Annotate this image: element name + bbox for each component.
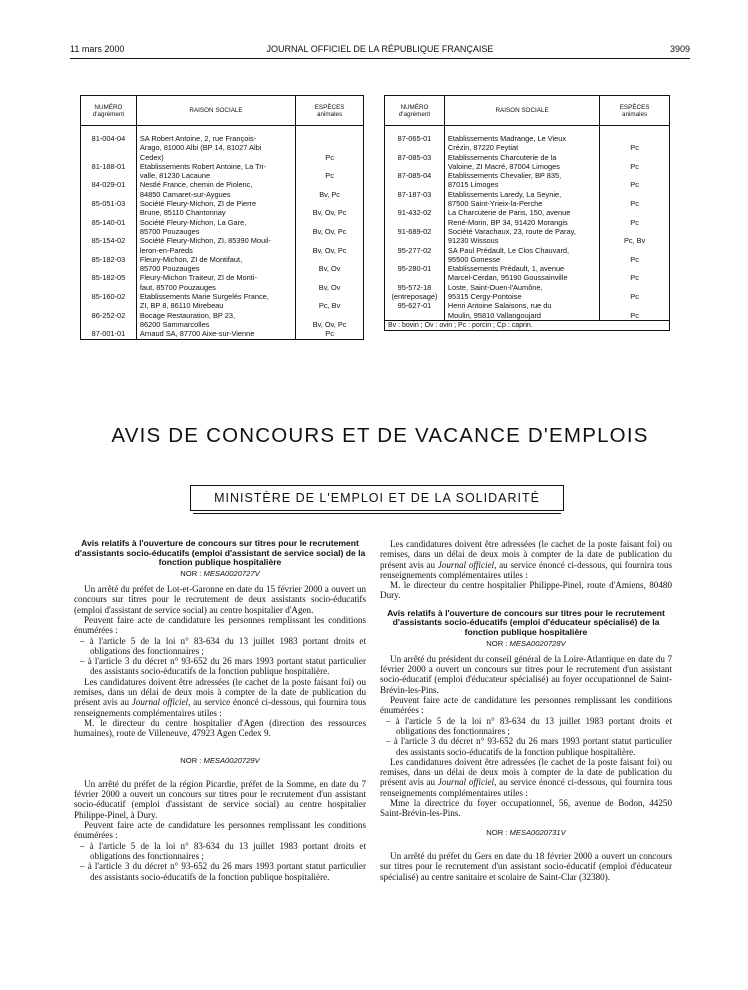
table-row xyxy=(81,180,364,199)
approval-number: 95-280-01 xyxy=(385,264,445,283)
species-legend: Bv : bovin ; Ov : ovin ; Pc : porcin ; Cp : caprin. xyxy=(385,320,670,330)
nor-reference: NOR : MESA0020727V xyxy=(180,568,260,578)
species: Bv, Ov, Pc xyxy=(296,236,364,255)
table-row xyxy=(81,311,364,330)
journal-title: JOURNAL OFFICIEL DE LA RÉPUBLIQUE FRANÇAISE xyxy=(266,44,494,54)
paragraph: Peuvent faire acte de candidature les personnes remplissant les conditions énumérées : xyxy=(74,614,366,636)
company-name: Société Varachaux, 23, route de Paray, 91230 Wissous xyxy=(444,227,599,246)
paragraph: Peuvent faire acte de candidature les personnes remplissant les conditions énumérées : xyxy=(74,820,366,841)
table-row xyxy=(81,199,364,218)
company-name: Nestlé France, chemin de Piolenc, 84850 Camaret-sur-Aygues xyxy=(136,180,295,199)
approval-number: 87-085-03 xyxy=(385,153,445,172)
approval-number: 85-182-03 xyxy=(81,255,137,274)
col-especes: ESPÈCES animales xyxy=(600,96,670,126)
company-name: Bocage Restauration, BP 23, 86200 Sammarcolles xyxy=(136,311,295,330)
table-row xyxy=(385,134,670,153)
company-name: Société Fleury-Michon, La Gare, 85700 Pouzauges xyxy=(136,218,295,237)
approval-number: 91-689-02 xyxy=(385,227,445,246)
company-name: Henri Antoine Salaisons, rue du Moulin, 95810 Vallangoujard xyxy=(444,301,599,320)
issue-date: 11 mars 2000 xyxy=(70,44,125,54)
approval-table-right xyxy=(384,95,670,331)
table-row xyxy=(81,218,364,237)
species: Pc xyxy=(600,190,670,209)
approval-table-left xyxy=(80,95,364,340)
list-item: – à l'article 5 de la loi n° 83-634 du 13 juillet 1983 portant droits et obligations des fonctionnaires ; xyxy=(74,841,366,862)
approval-number: 81-188-01 xyxy=(81,162,137,181)
species: Pc xyxy=(600,283,670,302)
col-numero: NUMÉRO d'agrément xyxy=(385,96,445,126)
paragraph: M. le directeur du centre hospitalier Philippe-Pinel, route d'Amiens, 80480 Dury. xyxy=(380,580,672,601)
species: Pc xyxy=(296,134,364,162)
species: Bv, Ov, Pc xyxy=(296,199,364,218)
table-row xyxy=(81,273,364,292)
company-name: Etablissements Madrange, Le Vieux Crézin, 87220 Feytiat xyxy=(444,134,599,153)
company-name: Etablissements Laredy, La Seynie, 87500 Saint-Yrieix-la-Perche xyxy=(444,190,599,209)
approval-number: 91-432-02 xyxy=(385,208,445,227)
species: Pc xyxy=(600,171,670,190)
species: Pc, Bv xyxy=(600,227,670,246)
list-item: – à l'article 3 du décret n° 93-652 du 26 mars 1993 portant statut particulier des assistants socio-éducatifs de la fonction publique hospitalière. xyxy=(74,861,366,882)
table-row xyxy=(385,246,670,265)
col-raison: RAISON SOCIALE xyxy=(444,96,599,126)
table-row xyxy=(385,227,670,246)
col-especes: ESPÈCES animales xyxy=(296,96,364,126)
approval-number: 85-140-01 xyxy=(81,218,137,237)
notice-heading: Avis relatifs à l'ouverture de concours sur titres pour le recrutement d'assistants socio-éducatifs (emploi d'éducateur spécialisé) de la fonction publique hospitalière xyxy=(387,607,665,637)
company-name: SA Robert Antoine, 2, rue François- Arago, 81000 Albi (BP 14, 81027 Albi Cedex) xyxy=(136,134,295,162)
approval-number: 85-154-02 xyxy=(81,236,137,255)
table-row xyxy=(385,190,670,209)
species: Pc xyxy=(296,329,364,339)
company-name: SA Paul Prédault, Le Clos Chauvard, 95500 Gonesse xyxy=(444,246,599,265)
company-name: Etablissements Charcuterie de la Valoine, ZI Macré, 87004 Limoges xyxy=(444,153,599,172)
paragraph: Un arrêté du préfet du Gers en date du 18 février 2000 a ouvert un concours sur titres pour le recrutement d'un assistant socio-éducatif (emploi d'éducateur spécialisé) au centre sanitaire et scolaire de Saint-Clar (32380). xyxy=(380,850,672,882)
table-header xyxy=(81,96,364,126)
conditions-list xyxy=(74,636,366,677)
company-name: Société Fleury-Michon, ZI de Pierre Brune, 85110 Chantonnay xyxy=(136,199,295,218)
list-item: – à l'article 3 du décret n° 93-652 du 26 mars 1993 portant statut particulier des assistants socio-éducatifs de la fonction publique hospitalière. xyxy=(74,656,366,677)
approval-number: 87-065-01 xyxy=(385,134,445,153)
nor-reference: NOR : MESA0020728V xyxy=(486,638,566,648)
paragraph: Un arrêté du préfet de la région Picardie, préfet de la Somme, en date du 7 février 2000 a ouvert un concours sur titres pour le recrutement d'un assistant socio-éducatif (emploi d'assistant de service social) au centre hospitalier Philippe-Pinel, à Dury. xyxy=(74,778,366,820)
company-name: Fleury-Michon Traiteur, ZI de Monti- faut, 85700 Pouzauges xyxy=(136,273,295,292)
approval-number: 87-187-03 xyxy=(385,190,445,209)
paragraph: Mme la directrice du foyer occupationnel, 56, avenue de Bodon, 44250 Saint-Brévin-les-Pins. xyxy=(380,798,672,819)
table-row xyxy=(81,292,364,311)
table-row xyxy=(385,153,670,172)
approval-number: 85-051-03 xyxy=(81,199,137,218)
table-row xyxy=(81,236,364,255)
species: Pc xyxy=(600,264,670,283)
paragraph: Un arrêté du président du conseil général de la Loire-Atlantique en date du 7 février 2000 a ouvert un concours sur titres pour le recrutement d'un assistant socio-éducatif (emploi d'éducateur spécialisé) au foyer occupationnel de Saint-Brévin-les-Pins. xyxy=(380,653,672,695)
approval-number: 95-627-01 xyxy=(385,301,445,320)
approval-number: 87-085-04 xyxy=(385,171,445,190)
company-name: Loste, Saint-Ouen-l'Aumône, 95315 Cergy-Pontoise xyxy=(444,283,599,302)
species: Pc xyxy=(600,301,670,320)
species: Pc xyxy=(600,153,670,172)
col-raison: RAISON SOCIALE xyxy=(136,96,295,126)
approval-number: 95-277-02 xyxy=(385,246,445,265)
ministry-box: MINISTÈRE DE L'EMPLOI ET DE LA SOLIDARITÉ xyxy=(190,485,564,511)
conditions-list xyxy=(74,841,366,882)
company-name: Etablissements Robert Antoine, La Tri- valle, 81230 Lacaune xyxy=(136,162,295,181)
approval-number: 85-182-05 xyxy=(81,273,137,292)
company-name: Etablissements Chevalier, BP 835, 87015 Limoges xyxy=(444,171,599,190)
species: Bv, Ov xyxy=(296,255,364,274)
table-row xyxy=(81,329,364,339)
nor-reference: NOR : MESA0020729V xyxy=(180,755,260,765)
paragraph: Un arrêté du préfet de Lot-et-Garonne en date du 15 février 2000 a ouvert un concours sur titres pour le recrutement de deux assistants socio-éducatifs (emploi d'assistant de service social) au centre hospitalier d'Agen. xyxy=(74,584,366,615)
company-name: La Charcuterie de Paris, 150, avenue René-Morin, BP 34, 91420 Morangis xyxy=(444,208,599,227)
paragraph: Peuvent faire acte de candidature les personnes remplissant les conditions énumérées : xyxy=(380,695,672,716)
paragraph: Les candidatures doivent être adressées (le cachet de la poste faisant foi) ou remises, dans un délai de deux mois à compter de la date de publication du présent avis au Journal officiel, au service énoncé ci-dessous, qui fournira tous renseignements complémentaires utiles : xyxy=(380,756,672,798)
species: Pc xyxy=(296,162,364,181)
approval-number: 86-252-02 xyxy=(81,311,137,330)
company-name: Fleury-Michon, ZI de Montifaut, 85700 Pouzauges xyxy=(136,255,295,274)
col-numero: NUMÉRO d'agrément xyxy=(81,96,137,126)
table-row xyxy=(81,134,364,162)
species: Bv, Pc xyxy=(296,180,364,199)
table-row xyxy=(81,255,364,274)
list-item: – à l'article 3 du décret n° 93-652 du 26 mars 1993 portant statut particulier des assistants socio-éducatifs de la fonction publique hospitalière. xyxy=(380,736,672,757)
conditions-list xyxy=(380,716,672,757)
approval-number: 87-001-01 xyxy=(81,329,137,339)
paragraph: Les candidatures doivent être adressées (le cachet de la poste faisant foi) ou remises, dans un délai de deux mois à compter de la date de publication du présent avis au Journal officiel, au service énoncé ci-dessous, qui fournira tous renseignements complémentaires utiles : xyxy=(380,539,672,580)
species: Pc xyxy=(600,246,670,265)
company-name: Etablissements Prédault, 1, avenue Marcel-Cerdan, 95190 Goussainville xyxy=(444,264,599,283)
list-item: – à l'article 5 de la loi n° 83-634 du 13 juillet 1983 portant droits et obligations des fonctionnaires ; xyxy=(380,716,672,737)
nor-reference: NOR : MESA0020731V xyxy=(486,827,566,837)
table-row xyxy=(385,208,670,227)
table-row xyxy=(81,162,364,181)
paragraph: Les candidatures doivent être adressées (le cachet de la poste faisant foi) ou remises, dans un délai de deux mois à compter de la date de publication du présent avis au Journal officiel, au service énoncé ci-dessous, qui fournira tous renseignements complémentaires utiles : xyxy=(74,676,366,718)
table-header xyxy=(385,96,670,126)
approval-number: 84-029-01 xyxy=(81,180,137,199)
approval-number: 95-572-18 (entreposage) xyxy=(385,283,445,302)
company-name: Arnaud SA, 87700 Aixe-sur-Vienne xyxy=(136,329,295,339)
table-row xyxy=(385,264,670,283)
species: Bv, Ov, Pc xyxy=(296,311,364,330)
company-name: Etablissements Marie Surgelés France, ZI, BP 8, 86110 Mirebeau xyxy=(136,292,295,311)
species: Pc xyxy=(600,134,670,153)
list-item: – à l'article 5 de la loi n° 83-634 du 13 juillet 1983 portant droits et obligations des fonctionnaires ; xyxy=(74,636,366,657)
table-row xyxy=(385,283,670,302)
species: Pc, Bv xyxy=(296,292,364,311)
right-column xyxy=(380,539,672,882)
section-title: AVIS DE CONCOURS ET DE VACANCE D'EMPLOIS xyxy=(111,424,649,447)
approval-number: 85-160-02 xyxy=(81,292,137,311)
table-row xyxy=(385,171,670,190)
species: Bv, Ov xyxy=(296,273,364,292)
page-header xyxy=(70,44,690,58)
left-column xyxy=(74,539,366,882)
header-rule xyxy=(70,58,690,59)
page-number: 3909 xyxy=(669,44,690,54)
paragraph: M. le directeur du centre hospitalier d'Agen (direction des ressources humaines), route de Villeneuve, 47923 Agen Cedex 9. xyxy=(74,717,366,739)
notice-heading: Avis relatifs à l'ouverture de concours sur titres pour le recrutement d'assistants socio-éducatifs (emploi d'assistant de service social) de la fonction publique hospitalière xyxy=(74,538,366,568)
species: Pc xyxy=(600,208,670,227)
species: Bv, Ov, Pc xyxy=(296,218,364,237)
company-name: Société Fleury-Michon, ZI, 85390 Mouil- leron-en-Pareds xyxy=(136,236,295,255)
approval-number: 81-004-04 xyxy=(81,134,137,162)
table-row xyxy=(385,301,670,320)
